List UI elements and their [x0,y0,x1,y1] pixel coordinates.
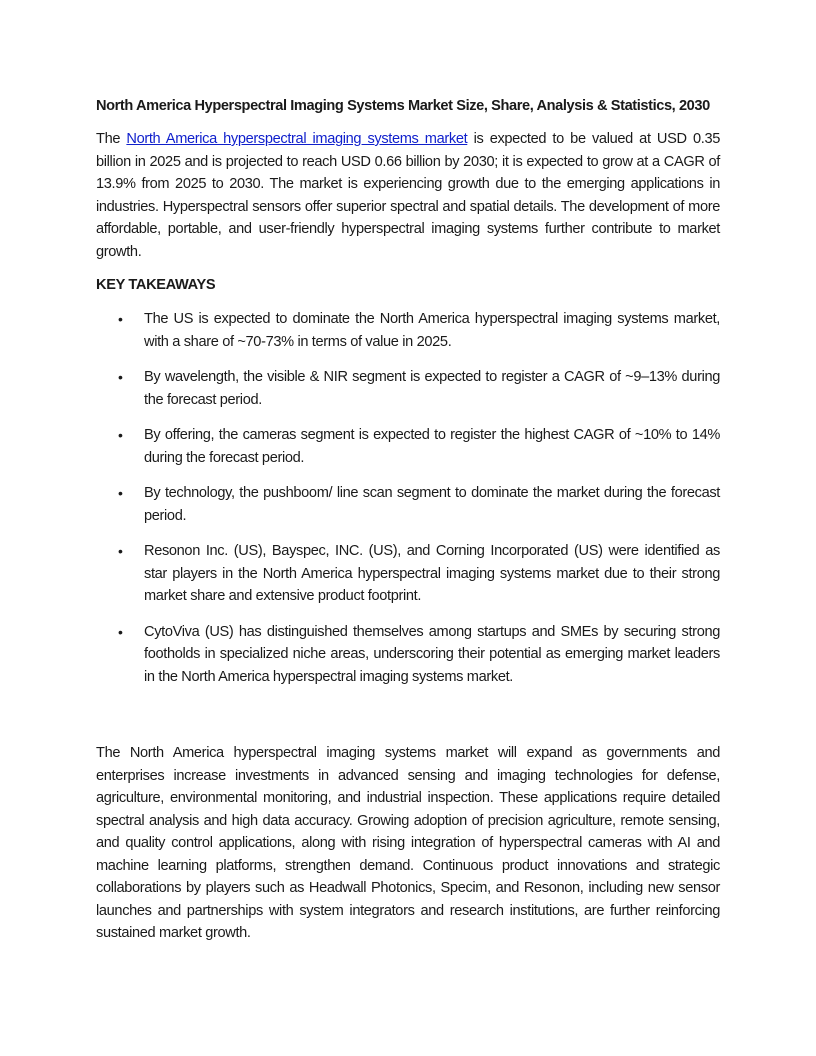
intro-paragraph [96,128,720,263]
takeaway-text: Resonon Inc. (US), Bayspec, INC. (US), and Corning Incorporated (US) were identified as star players in the North America hyperspectral imaging systems market due to their strong market share and extensive product footprint. [144,543,720,604]
bullet-icon: • [118,623,123,640]
takeaway-item [96,482,720,527]
document-title: North America Hyperspectral Imaging Systems Market Size, Share, Analysis & Statistics, 2030 [96,98,710,114]
takeaway-item [96,621,720,689]
takeaway-item [96,540,720,608]
intro-prefix: The [96,131,127,147]
bullet-icon: • [118,369,123,385]
takeaway-text: CytoViva (US) has distinguished themselves among startups and SMEs by securing strong footholds in specialized niche areas, underscoring their potential as emerging market leaders in the North America hyperspectral imaging systems market. [144,623,720,685]
takeaway-item [96,424,720,469]
takeaway-text: By technology, the pushboom/ line scan segment to dominate the market during the forecast period. [144,485,720,524]
key-takeaways-list [96,308,720,688]
document-page [96,96,720,945]
takeaway-text: The US is expected to dominate the North America hyperspectral imaging systems market, with a share of ~70-73% in terms of value in 2025. [144,311,720,350]
key-takeaways-heading: KEY TAKEAWAYS [96,277,216,293]
bullet-icon: • [118,543,123,559]
takeaway-item [96,366,720,411]
takeaway-text: By wavelength, the visible & NIR segment is expected to register a CAGR of ~9–13% during the forecast period. [144,369,720,408]
market-report-link[interactable]: North America hyperspectral imaging systems market [126,131,468,147]
bullet-icon: • [118,427,123,443]
bullet-icon: • [118,485,123,501]
intro-suffix: is expected to be valued at USD 0.35 billion in 2025 and is projected to reach USD 0.66 billion by 2030; it is expected to grow at a CAGR of 13.9% from 2025 to 2030. The market is experiencing growth due to the emerging applications in industries. Hyperspectral sensors offer superior spectral and spatial details. The development of more affordable, portable, and user-friendly hyperspectral imaging systems further contribute to market growth. [96,131,720,260]
takeaway-text: By offering, the cameras segment is expected to register the highest CAGR of ~10% to 14% during the forecast period. [144,427,720,466]
closing-paragraph: The North America hyperspectral imaging systems market will expand as governments and enterprises increase investments in advanced sensing and imaging technologies for defense, agriculture, environmental monitoring, and industrial inspection. These applications require detailed spectral analysis and high data accuracy. Growing adoption of precision agriculture, remote sensing, and quality control applications, along with rising integration of hyperspectral cameras with AI and machine learning platforms, strengthen demand. Continuous product innovations and strategic collaborations by players such as Headwall Photonics, Specim, and Resonon, including new sensor launches and partnerships with system integrators and research institutions, are further reinforcing sustained market growth. [96,745,720,941]
bullet-icon: • [118,311,123,327]
takeaway-item [96,308,720,353]
